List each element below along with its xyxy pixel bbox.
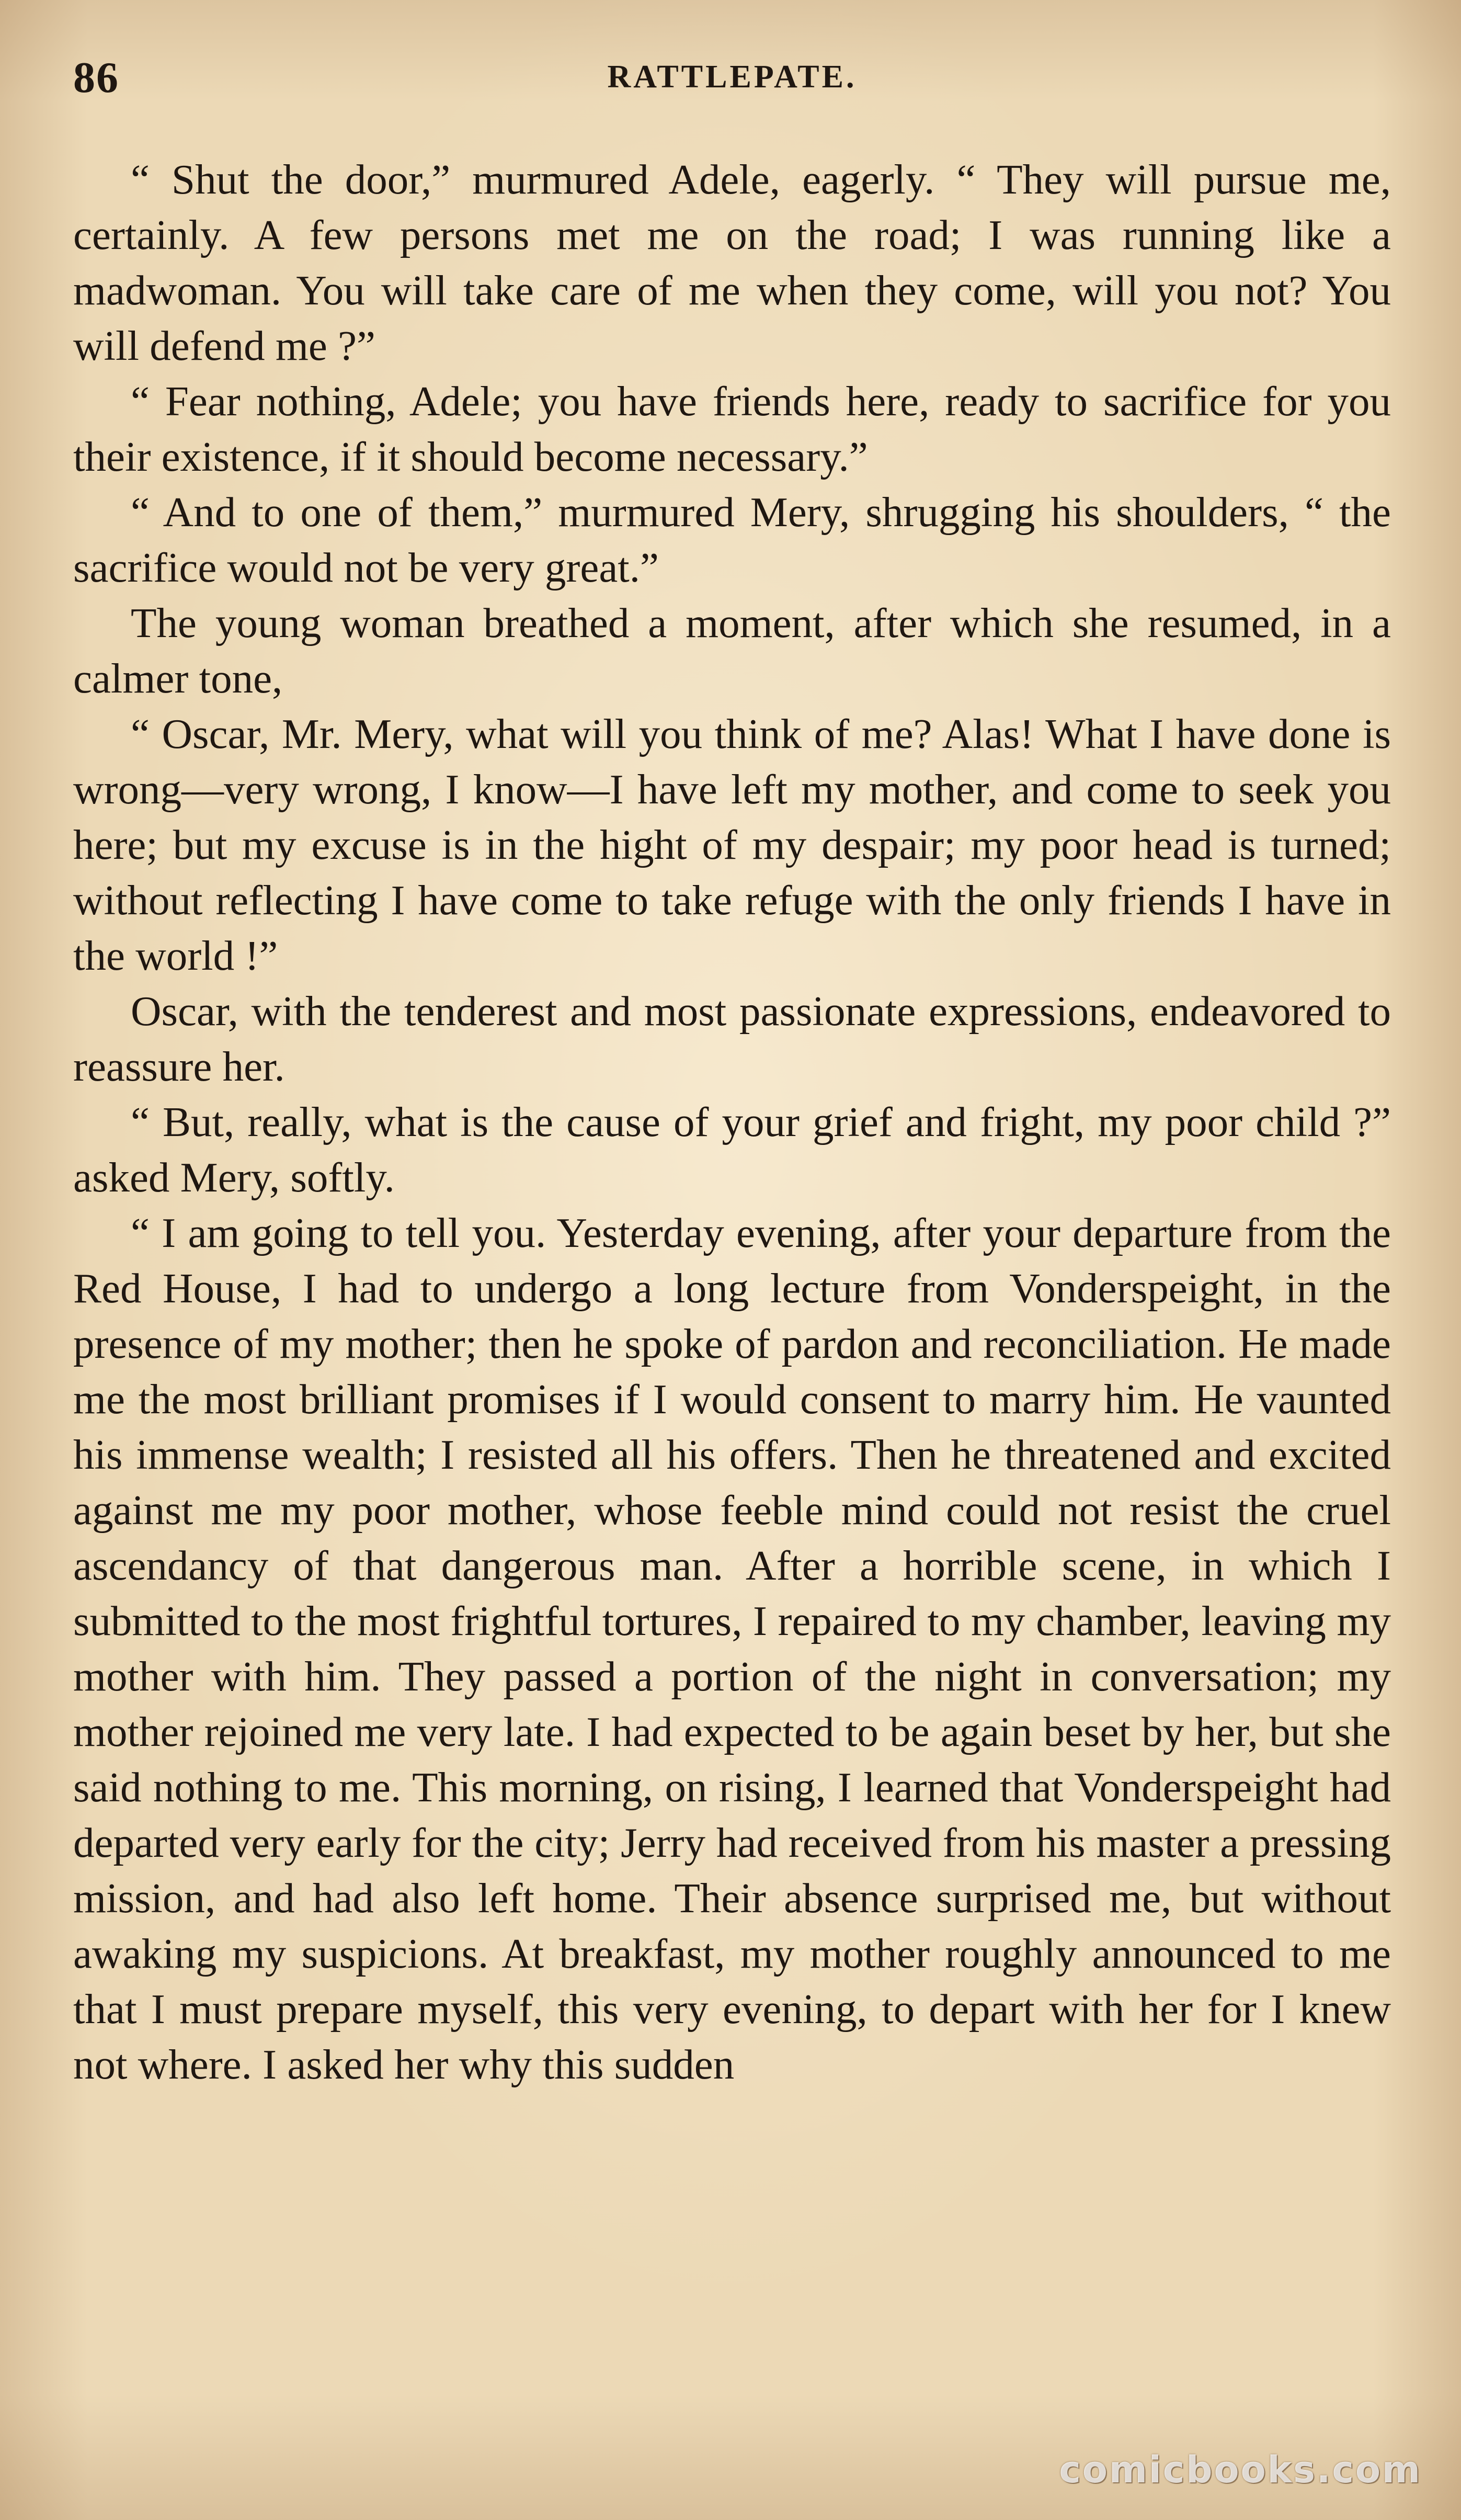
running-head: RATTLEPATE. — [607, 59, 857, 95]
page-number: 86 — [73, 53, 119, 102]
paragraph: “ And to one of them,” murmured Mery, shrugging his shoulders, “ the sacrifice would not be very great.” — [73, 489, 1391, 591]
paragraph: Oscar, with the tenderest and most passionate expressions, endeavored to reassure her. — [73, 987, 1391, 1090]
paragraph: “ I am going to tell you. Yesterday evening, after your departure from the Red House, I had to undergo a long lecture from Vonderspeight, in the presence of my mother; then he spoke of pardon and reconciliation. He made me the most brilliant promises if I would consent to marry him. He vaunted his immense wealth; I resisted all his offers. Then he threatened and excited against me my poor mother, whose feeble mind could not resist the cruel ascendancy of that dangerous man. After a horrible scene, in which I submitted to the most frightful tortures, I repaired to my chamber, leaving my mother with him. They passed a portion of the night in conversation; my mother rejoined me very late. I had expected to be again beset by her, but she said nothing to me. This morning, on rising, I learned that Vonderspeight had departed very early for the city; Jerry had received from his master a pressing mission, and had also left home. Their absence surprised me, but without awaking my suspicions. At breakfast, my mother roughly announced to me that I must prepare myself, this very evening, to depart with her for I knew not where. I asked her why this sudden — [73, 1209, 1391, 2088]
paragraph: “ Oscar, Mr. Mery, what will you think of me? Alas! What I have done is wrong—very wrong, I know—I have left my mother, and come to seek you here; but my excuse is in the hight of my despair; my poor head is turned; without reflecting I have come to take refuge with the only friends I have in the world !” — [73, 710, 1391, 979]
paragraph: The young woman breathed a moment, after which she resumed, in a calmer tone, — [73, 599, 1391, 702]
watermark: comicbooks.com — [1059, 2448, 1422, 2491]
page-header — [73, 37, 1391, 115]
paragraph: “ Fear nothing, Adele; you have friends here, ready to sacrifice for you their existence, if it should become necessary.” — [73, 378, 1391, 480]
paragraph: “ But, really, what is the cause of your grief and fright, my poor child ?” asked Mery, softly. — [73, 1098, 1391, 1201]
paragraph: “ Shut the door,” murmured Adele, eagerly. “ They will pursue me, certainly. A few persons met me on the road; I was running like a madwoman. You will take care of me when they come, will you not? You will defend me ?” — [73, 156, 1391, 369]
body-text — [73, 152, 1391, 2092]
